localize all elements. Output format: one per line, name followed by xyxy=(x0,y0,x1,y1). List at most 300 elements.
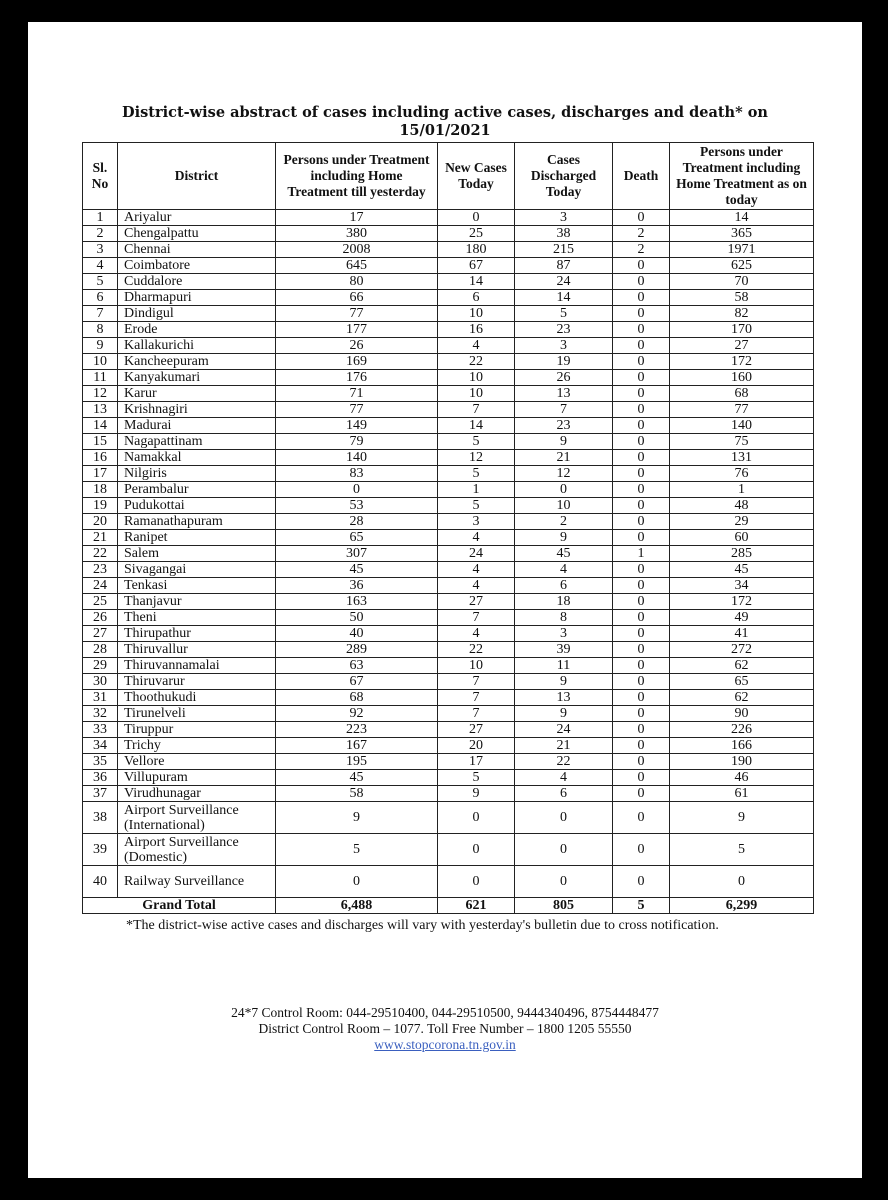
cell-district: Virudhunagar xyxy=(118,786,276,802)
cell-sl-no: 7 xyxy=(83,306,118,322)
cell-sl-no: 9 xyxy=(83,338,118,354)
cell-under-treatment-yesterday: 307 xyxy=(276,546,438,562)
cell-district: Dharmapuri xyxy=(118,290,276,306)
cell-death: 0 xyxy=(613,770,670,786)
cell-death: 0 xyxy=(613,274,670,290)
table-row xyxy=(83,482,814,498)
cell-death: 2 xyxy=(613,226,670,242)
cell-district: Vellore xyxy=(118,754,276,770)
cell-discharged: 0 xyxy=(515,482,613,498)
cell-new-cases: 6 xyxy=(438,290,515,306)
cell-new-cases: 27 xyxy=(438,722,515,738)
table-row xyxy=(83,226,814,242)
cell-discharged: 13 xyxy=(515,690,613,706)
cell-new-cases: 0 xyxy=(438,834,515,866)
cell-death: 0 xyxy=(613,290,670,306)
cell-death: 0 xyxy=(613,530,670,546)
cell-sl-no: 19 xyxy=(83,498,118,514)
cell-death: 0 xyxy=(613,802,670,834)
document-page xyxy=(28,22,862,1178)
cell-under-treatment-today: 170 xyxy=(670,322,814,338)
cell-district: Salem xyxy=(118,546,276,562)
cell-death: 0 xyxy=(613,498,670,514)
cell-sl-no: 1 xyxy=(83,210,118,226)
cell-sl-no: 29 xyxy=(83,658,118,674)
header-discharged: Cases Discharged Today xyxy=(515,143,613,210)
cell-under-treatment-today: 82 xyxy=(670,306,814,322)
cell-district: Karur xyxy=(118,386,276,402)
cell-death: 0 xyxy=(613,354,670,370)
cell-sl-no: 32 xyxy=(83,706,118,722)
cell-sl-no: 33 xyxy=(83,722,118,738)
report-date: 15/01/2021 xyxy=(399,122,491,139)
total-discharged: 805 xyxy=(515,898,613,914)
table-row xyxy=(83,450,814,466)
cell-new-cases: 4 xyxy=(438,562,515,578)
cell-discharged: 9 xyxy=(515,674,613,690)
cell-under-treatment-yesterday: 380 xyxy=(276,226,438,242)
cell-discharged: 6 xyxy=(515,786,613,802)
report-title: District-wise abstract of cases including active cases, discharges and death* on xyxy=(122,104,768,121)
cell-under-treatment-today: 172 xyxy=(670,594,814,610)
cell-sl-no: 35 xyxy=(83,754,118,770)
cell-death: 0 xyxy=(613,754,670,770)
cell-sl-no: 25 xyxy=(83,594,118,610)
cell-death: 0 xyxy=(613,866,670,898)
cell-discharged: 21 xyxy=(515,738,613,754)
cell-discharged: 4 xyxy=(515,562,613,578)
cell-new-cases: 1 xyxy=(438,482,515,498)
cell-under-treatment-today: 77 xyxy=(670,402,814,418)
cell-under-treatment-today: 5 xyxy=(670,834,814,866)
table-row xyxy=(83,418,814,434)
cell-death: 0 xyxy=(613,210,670,226)
cell-under-treatment-today: 0 xyxy=(670,866,814,898)
cell-under-treatment-yesterday: 2008 xyxy=(276,242,438,258)
cell-death: 0 xyxy=(613,306,670,322)
cell-under-treatment-yesterday: 68 xyxy=(276,690,438,706)
cell-under-treatment-yesterday: 83 xyxy=(276,466,438,482)
cell-under-treatment-today: 172 xyxy=(670,354,814,370)
table-row xyxy=(83,610,814,626)
cell-death: 0 xyxy=(613,738,670,754)
cell-new-cases: 16 xyxy=(438,322,515,338)
cell-discharged: 18 xyxy=(515,594,613,610)
cell-death: 0 xyxy=(613,594,670,610)
cell-under-treatment-today: 166 xyxy=(670,738,814,754)
cell-new-cases: 7 xyxy=(438,690,515,706)
cell-discharged: 215 xyxy=(515,242,613,258)
cell-discharged: 22 xyxy=(515,754,613,770)
cell-under-treatment-today: 70 xyxy=(670,274,814,290)
cell-discharged: 3 xyxy=(515,338,613,354)
cell-under-treatment-yesterday: 140 xyxy=(276,450,438,466)
cell-new-cases: 25 xyxy=(438,226,515,242)
cell-new-cases: 4 xyxy=(438,338,515,354)
cell-sl-no: 34 xyxy=(83,738,118,754)
cell-under-treatment-yesterday: 77 xyxy=(276,402,438,418)
cell-under-treatment-yesterday: 71 xyxy=(276,386,438,402)
cell-new-cases: 7 xyxy=(438,402,515,418)
cell-under-treatment-today: 62 xyxy=(670,690,814,706)
cell-under-treatment-today: 49 xyxy=(670,610,814,626)
cell-district: Kancheepuram xyxy=(118,354,276,370)
table-row xyxy=(83,834,814,866)
table-row xyxy=(83,786,814,802)
cell-under-treatment-today: 625 xyxy=(670,258,814,274)
cell-under-treatment-yesterday: 167 xyxy=(276,738,438,754)
cell-discharged: 3 xyxy=(515,210,613,226)
header-new-cases: New Cases Today xyxy=(438,143,515,210)
cell-new-cases: 4 xyxy=(438,578,515,594)
cell-district: Thirupathur xyxy=(118,626,276,642)
cell-discharged: 7 xyxy=(515,402,613,418)
cell-district: Madurai xyxy=(118,418,276,434)
cell-sl-no: 18 xyxy=(83,482,118,498)
table-row xyxy=(83,690,814,706)
cell-under-treatment-yesterday: 223 xyxy=(276,722,438,738)
cell-sl-no: 38 xyxy=(83,802,118,834)
cell-new-cases: 7 xyxy=(438,674,515,690)
table-row xyxy=(83,274,814,290)
cell-new-cases: 4 xyxy=(438,530,515,546)
table-row xyxy=(83,866,814,898)
cell-discharged: 9 xyxy=(515,706,613,722)
table-row xyxy=(83,402,814,418)
cell-under-treatment-yesterday: 195 xyxy=(276,754,438,770)
cell-death: 0 xyxy=(613,514,670,530)
total-death: 5 xyxy=(613,898,670,914)
cell-death: 0 xyxy=(613,322,670,338)
cell-under-treatment-yesterday: 289 xyxy=(276,642,438,658)
table-row xyxy=(83,338,814,354)
cell-under-treatment-today: 62 xyxy=(670,658,814,674)
cell-sl-no: 36 xyxy=(83,770,118,786)
table-row xyxy=(83,594,814,610)
cell-under-treatment-today: 61 xyxy=(670,786,814,802)
cell-sl-no: 40 xyxy=(83,866,118,898)
cell-sl-no: 3 xyxy=(83,242,118,258)
table-row xyxy=(83,498,814,514)
cell-new-cases: 0 xyxy=(438,802,515,834)
table-row xyxy=(83,322,814,338)
cell-new-cases: 22 xyxy=(438,354,515,370)
cell-under-treatment-yesterday: 80 xyxy=(276,274,438,290)
cell-under-treatment-yesterday: 65 xyxy=(276,530,438,546)
cell-sl-no: 21 xyxy=(83,530,118,546)
cell-under-treatment-today: 90 xyxy=(670,706,814,722)
cell-death: 0 xyxy=(613,722,670,738)
cell-sl-no: 14 xyxy=(83,418,118,434)
table-header-row xyxy=(83,143,814,210)
cell-discharged: 21 xyxy=(515,450,613,466)
cell-under-treatment-yesterday: 5 xyxy=(276,834,438,866)
cell-death: 0 xyxy=(613,450,670,466)
table-row xyxy=(83,530,814,546)
cell-under-treatment-yesterday: 9 xyxy=(276,802,438,834)
cell-sl-no: 37 xyxy=(83,786,118,802)
cell-discharged: 14 xyxy=(515,290,613,306)
cell-new-cases: 4 xyxy=(438,626,515,642)
cell-sl-no: 20 xyxy=(83,514,118,530)
cell-under-treatment-yesterday: 63 xyxy=(276,658,438,674)
cell-new-cases: 20 xyxy=(438,738,515,754)
cell-death: 0 xyxy=(613,402,670,418)
cell-new-cases: 27 xyxy=(438,594,515,610)
cell-under-treatment-today: 160 xyxy=(670,370,814,386)
table-row xyxy=(83,626,814,642)
cell-under-treatment-yesterday: 77 xyxy=(276,306,438,322)
cell-under-treatment-yesterday: 67 xyxy=(276,674,438,690)
cell-under-treatment-yesterday: 79 xyxy=(276,434,438,450)
cell-discharged: 5 xyxy=(515,306,613,322)
cell-district: Cuddalore xyxy=(118,274,276,290)
cell-new-cases: 22 xyxy=(438,642,515,658)
total-new-cases: 621 xyxy=(438,898,515,914)
cell-under-treatment-today: 48 xyxy=(670,498,814,514)
cell-sl-no: 6 xyxy=(83,290,118,306)
cell-district: Coimbatore xyxy=(118,258,276,274)
cell-under-treatment-today: 75 xyxy=(670,434,814,450)
cell-under-treatment-today: 1971 xyxy=(670,242,814,258)
cell-death: 0 xyxy=(613,370,670,386)
cell-district: Erode xyxy=(118,322,276,338)
grand-total-row xyxy=(83,898,814,914)
cell-under-treatment-yesterday: 92 xyxy=(276,706,438,722)
cell-new-cases: 17 xyxy=(438,754,515,770)
table-row xyxy=(83,578,814,594)
cell-under-treatment-today: 58 xyxy=(670,290,814,306)
cell-new-cases: 0 xyxy=(438,210,515,226)
table-row xyxy=(83,802,814,834)
cell-sl-no: 2 xyxy=(83,226,118,242)
cell-district: Tiruppur xyxy=(118,722,276,738)
cell-under-treatment-yesterday: 50 xyxy=(276,610,438,626)
cell-new-cases: 67 xyxy=(438,258,515,274)
cell-new-cases: 10 xyxy=(438,370,515,386)
cell-under-treatment-yesterday: 169 xyxy=(276,354,438,370)
cell-under-treatment-yesterday: 40 xyxy=(276,626,438,642)
cell-sl-no: 23 xyxy=(83,562,118,578)
cell-new-cases: 0 xyxy=(438,866,515,898)
cell-discharged: 23 xyxy=(515,418,613,434)
cell-district: Thanjavur xyxy=(118,594,276,610)
cell-death: 0 xyxy=(613,466,670,482)
cell-new-cases: 10 xyxy=(438,658,515,674)
cell-new-cases: 180 xyxy=(438,242,515,258)
cell-death: 1 xyxy=(613,546,670,562)
cell-district: Namakkal xyxy=(118,450,276,466)
cell-sl-no: 5 xyxy=(83,274,118,290)
cell-discharged: 0 xyxy=(515,802,613,834)
cell-under-treatment-today: 226 xyxy=(670,722,814,738)
district-control-info: District Control Room – 1077. Toll Free Number – 1800 1205 55550 xyxy=(258,1021,632,1036)
cell-death: 0 xyxy=(613,578,670,594)
cell-district: Ramanathapuram xyxy=(118,514,276,530)
cell-discharged: 13 xyxy=(515,386,613,402)
cell-death: 2 xyxy=(613,242,670,258)
cell-death: 0 xyxy=(613,674,670,690)
cell-under-treatment-yesterday: 58 xyxy=(276,786,438,802)
cell-discharged: 24 xyxy=(515,722,613,738)
cell-under-treatment-yesterday: 26 xyxy=(276,338,438,354)
cell-death: 0 xyxy=(613,482,670,498)
cell-district: Ranipet xyxy=(118,530,276,546)
cell-death: 0 xyxy=(613,386,670,402)
cell-new-cases: 7 xyxy=(438,706,515,722)
cell-discharged: 2 xyxy=(515,514,613,530)
cell-discharged: 38 xyxy=(515,226,613,242)
cell-district: Chennai xyxy=(118,242,276,258)
cell-discharged: 4 xyxy=(515,770,613,786)
cell-sl-no: 13 xyxy=(83,402,118,418)
cell-under-treatment-yesterday: 17 xyxy=(276,210,438,226)
cell-sl-no: 10 xyxy=(83,354,118,370)
cell-new-cases: 14 xyxy=(438,418,515,434)
cell-death: 0 xyxy=(613,658,670,674)
cell-sl-no: 17 xyxy=(83,466,118,482)
cell-discharged: 19 xyxy=(515,354,613,370)
cell-under-treatment-today: 190 xyxy=(670,754,814,770)
cell-new-cases: 24 xyxy=(438,546,515,562)
header-district: District xyxy=(118,143,276,210)
cell-sl-no: 39 xyxy=(83,834,118,866)
header-sl-no: Sl. No xyxy=(83,143,118,210)
table-row xyxy=(83,370,814,386)
cell-sl-no: 22 xyxy=(83,546,118,562)
table-row xyxy=(83,242,814,258)
table-row xyxy=(83,674,814,690)
cell-death: 0 xyxy=(613,338,670,354)
cell-under-treatment-yesterday: 28 xyxy=(276,514,438,530)
cell-new-cases: 5 xyxy=(438,770,515,786)
table-row xyxy=(83,514,814,530)
cell-death: 0 xyxy=(613,834,670,866)
cell-under-treatment-today: 140 xyxy=(670,418,814,434)
cell-under-treatment-yesterday: 149 xyxy=(276,418,438,434)
cell-under-treatment-today: 365 xyxy=(670,226,814,242)
cell-district: Thiruvallur xyxy=(118,642,276,658)
table-row xyxy=(83,290,814,306)
cell-death: 0 xyxy=(613,418,670,434)
total-under-treatment-today: 6,299 xyxy=(670,898,814,914)
table-row xyxy=(83,466,814,482)
cell-district: Thoothukudi xyxy=(118,690,276,706)
cell-discharged: 12 xyxy=(515,466,613,482)
district-table xyxy=(82,142,814,914)
table-row xyxy=(83,738,814,754)
cell-new-cases: 7 xyxy=(438,610,515,626)
cell-district: Theni xyxy=(118,610,276,626)
grand-total-label: Grand Total xyxy=(83,898,276,914)
table-row xyxy=(83,642,814,658)
cell-under-treatment-today: 65 xyxy=(670,674,814,690)
cell-under-treatment-yesterday: 45 xyxy=(276,770,438,786)
table-row xyxy=(83,754,814,770)
cell-district: Airport Surveillance (Domestic) xyxy=(118,834,276,866)
cell-district: Thiruvannamalai xyxy=(118,658,276,674)
website-link[interactable]: www.stopcorona.tn.gov.in xyxy=(374,1037,516,1052)
cell-sl-no: 12 xyxy=(83,386,118,402)
cell-new-cases: 10 xyxy=(438,306,515,322)
cell-district: Chengalpattu xyxy=(118,226,276,242)
cell-district: Trichy xyxy=(118,738,276,754)
cell-under-treatment-yesterday: 176 xyxy=(276,370,438,386)
header-under-treatment-today: Persons under Treatment including Home Treatment as on today xyxy=(670,143,814,210)
cell-new-cases: 3 xyxy=(438,514,515,530)
cell-under-treatment-today: 76 xyxy=(670,466,814,482)
control-room-info: 24*7 Control Room: 044-29510400, 044-29510500, 9444340496, 8754448477 xyxy=(231,1005,659,1020)
cell-under-treatment-yesterday: 163 xyxy=(276,594,438,610)
cell-discharged: 9 xyxy=(515,434,613,450)
cell-sl-no: 30 xyxy=(83,674,118,690)
cell-under-treatment-today: 27 xyxy=(670,338,814,354)
cell-discharged: 11 xyxy=(515,658,613,674)
table-row xyxy=(83,306,814,322)
table-row xyxy=(83,386,814,402)
cell-district: Kanyakumari xyxy=(118,370,276,386)
cell-under-treatment-yesterday: 0 xyxy=(276,482,438,498)
table-row xyxy=(83,258,814,274)
table-row xyxy=(83,706,814,722)
cell-district: Pudukottai xyxy=(118,498,276,514)
cell-sl-no: 31 xyxy=(83,690,118,706)
cell-new-cases: 10 xyxy=(438,386,515,402)
total-under-treatment-yesterday: 6,488 xyxy=(276,898,438,914)
cell-discharged: 10 xyxy=(515,498,613,514)
cell-district: Kallakurichi xyxy=(118,338,276,354)
cell-under-treatment-today: 14 xyxy=(670,210,814,226)
cell-death: 0 xyxy=(613,434,670,450)
cell-death: 0 xyxy=(613,610,670,626)
cell-under-treatment-today: 131 xyxy=(670,450,814,466)
cell-new-cases: 12 xyxy=(438,450,515,466)
cell-district: Ariyalur xyxy=(118,210,276,226)
table-row xyxy=(83,658,814,674)
cell-under-treatment-yesterday: 177 xyxy=(276,322,438,338)
cell-discharged: 26 xyxy=(515,370,613,386)
cell-death: 0 xyxy=(613,258,670,274)
cell-under-treatment-today: 34 xyxy=(670,578,814,594)
cell-under-treatment-today: 68 xyxy=(670,386,814,402)
cell-new-cases: 5 xyxy=(438,498,515,514)
cell-discharged: 9 xyxy=(515,530,613,546)
cell-under-treatment-today: 46 xyxy=(670,770,814,786)
cell-new-cases: 14 xyxy=(438,274,515,290)
cell-discharged: 87 xyxy=(515,258,613,274)
cell-under-treatment-yesterday: 0 xyxy=(276,866,438,898)
table-row xyxy=(83,546,814,562)
cell-district: Nilgiris xyxy=(118,466,276,482)
cell-death: 0 xyxy=(613,642,670,658)
cell-death: 0 xyxy=(613,690,670,706)
table-row xyxy=(83,562,814,578)
cell-district: Villupuram xyxy=(118,770,276,786)
cell-district: Krishnagiri xyxy=(118,402,276,418)
header-death: Death xyxy=(613,143,670,210)
cell-district: Tirunelveli xyxy=(118,706,276,722)
cell-under-treatment-yesterday: 36 xyxy=(276,578,438,594)
cell-discharged: 3 xyxy=(515,626,613,642)
cell-district: Perambalur xyxy=(118,482,276,498)
cell-discharged: 0 xyxy=(515,866,613,898)
cell-sl-no: 15 xyxy=(83,434,118,450)
cell-district: Sivagangai xyxy=(118,562,276,578)
cell-discharged: 6 xyxy=(515,578,613,594)
cell-discharged: 39 xyxy=(515,642,613,658)
table-row xyxy=(83,434,814,450)
cell-death: 0 xyxy=(613,706,670,722)
